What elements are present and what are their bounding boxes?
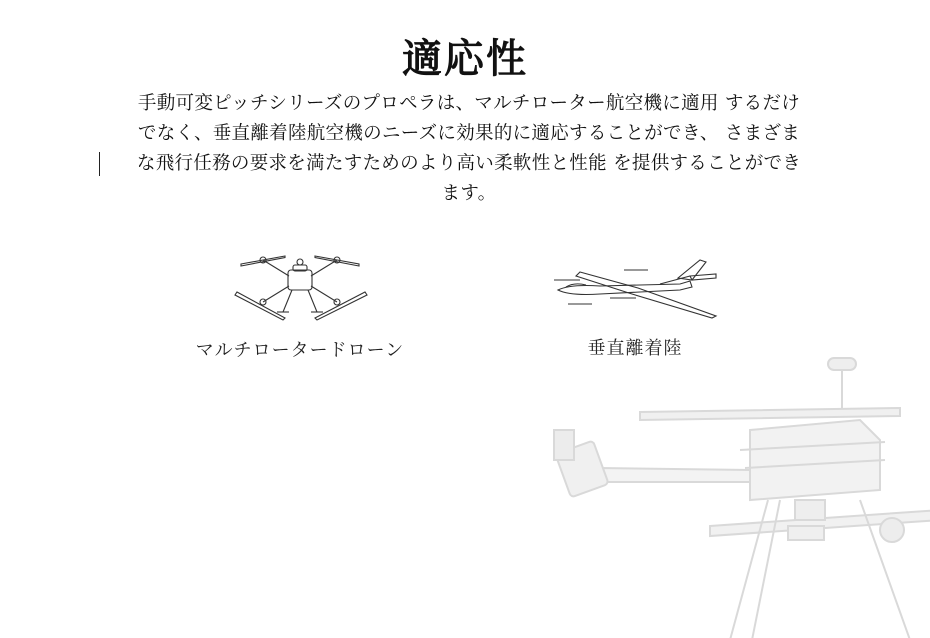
application-label: マルチロータードローン [195,340,405,361]
description-line: でなく、垂直離着陸航空機のニーズに効果的に適応することができ、 さまざま [137,123,801,144]
application-card-multirotor [180,246,420,362]
page-title: 適応性 [402,35,528,82]
application-label: 垂直離着陸 [587,338,683,359]
description-line: 手動可変ピッチシリーズのプロペラは、マルチローター航空機に適用 するだけ [137,93,801,114]
drone-background-image [540,350,930,638]
description-paragraph [99,89,839,209]
text-caret [99,152,100,176]
description-line: ます。 [441,183,497,204]
vtol-aircraft-icon [540,254,730,324]
application-card-vtol [520,254,750,360]
multirotor-drone-icon [225,246,375,326]
description-line: な飛行任務の要求を満たすためのより高い柔軟性と性能 を提供することができ [136,153,802,174]
